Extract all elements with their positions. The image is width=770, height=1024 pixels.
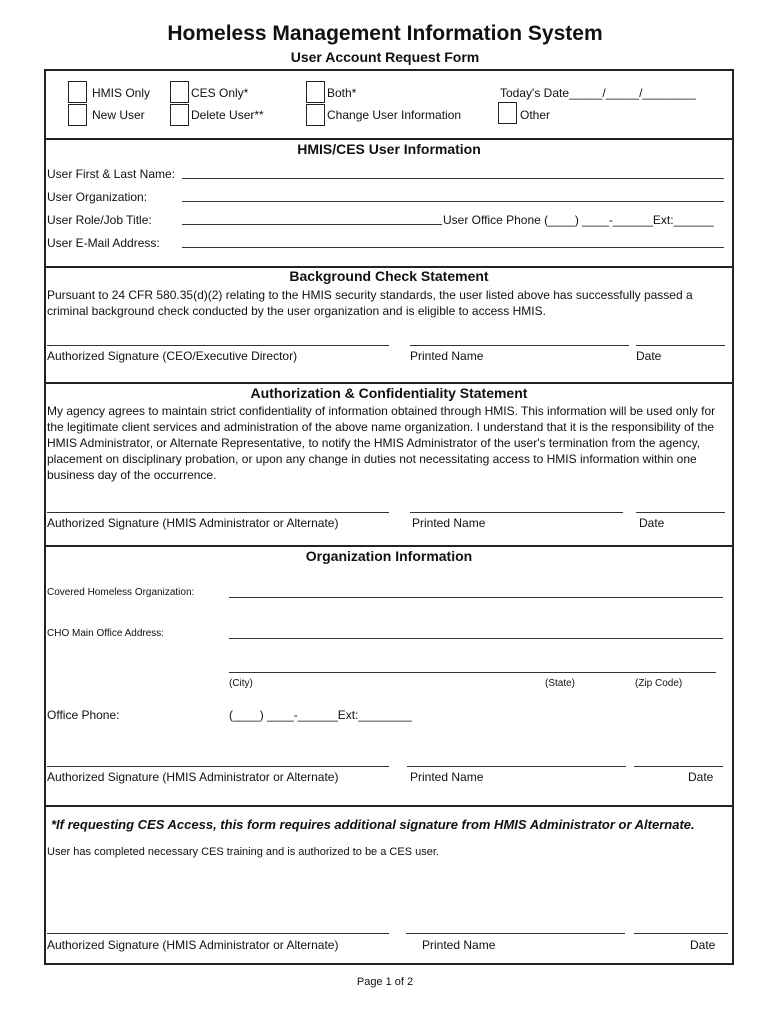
signature-line[interactable] — [47, 766, 389, 767]
signature-label: Authorized Signature (HMIS Administrator or Alternate) — [47, 516, 339, 530]
other-checkbox[interactable] — [498, 102, 517, 124]
organization-heading: Organization Information — [305, 548, 473, 564]
divider — [44, 545, 734, 547]
user-info-heading: HMIS/CES User Information — [297, 141, 481, 157]
office-phone-input[interactable]: (____) ____-______Ext:________ — [229, 708, 412, 722]
hmis-only-checkbox[interactable] — [68, 81, 87, 103]
printed-name-label: Printed Name — [410, 349, 484, 363]
signature-label: Authorized Signature (HMIS Administrator or Alternate) — [47, 770, 339, 784]
divider — [44, 805, 734, 807]
todays-date-field[interactable]: Today's Date_____/_____/________ — [500, 86, 696, 100]
email-input[interactable] — [182, 247, 724, 248]
both-checkbox[interactable] — [306, 81, 325, 103]
date-label: Date — [690, 938, 716, 952]
page-subtitle: User Account Request Form — [290, 49, 480, 65]
new-user-checkbox[interactable] — [68, 104, 87, 126]
background-check-text: Pursuant to 24 CFR 580.35(d)(2) relating to the HMIS security standards, the user listed above has successfully passed a criminal background check conducted by the user organization and is eligible to access HMIS. — [47, 288, 693, 318]
change-user-info-checkbox[interactable] — [306, 104, 325, 126]
main-office-input[interactable] — [229, 638, 723, 639]
zip-label: (Zip Code) — [635, 678, 683, 689]
new-user-label: New User — [92, 108, 145, 122]
ces-only-label: CES Only* — [191, 86, 249, 100]
printed-name-line[interactable] — [407, 766, 626, 767]
date-line[interactable] — [634, 766, 723, 767]
printed-name-line[interactable] — [410, 345, 629, 346]
ces-only-checkbox[interactable] — [170, 81, 189, 103]
delete-user-label: Delete User** — [191, 108, 264, 122]
first-last-name-input[interactable] — [182, 178, 724, 179]
role-title-label: User Role/Job Title: — [47, 213, 152, 227]
signature-line[interactable] — [47, 933, 389, 934]
both-label: Both* — [327, 86, 357, 100]
signature-label: Authorized Signature (CEO/Executive Director) — [47, 349, 298, 363]
divider — [44, 138, 734, 140]
other-label: Other — [520, 108, 551, 122]
organization-input[interactable] — [182, 201, 724, 202]
city-label: (City) — [229, 678, 253, 689]
date-line[interactable] — [634, 933, 728, 934]
printed-name-line[interactable] — [406, 933, 625, 934]
printed-name-line[interactable] — [410, 512, 623, 513]
printed-name-label: Printed Name — [412, 516, 486, 530]
page-number: Page 1 of 2 — [356, 976, 414, 988]
date-label: Date — [639, 516, 665, 530]
office-phone-label: Office Phone: — [47, 708, 120, 722]
ces-statement: User has completed necessary CES training and is authorized to be a CES user. — [47, 846, 439, 858]
authorization-heading: Authorization & Confidentiality Statement — [250, 385, 528, 401]
delete-user-checkbox[interactable] — [170, 104, 189, 126]
change-user-info-label: Change User Information — [327, 108, 462, 122]
date-label: Date — [636, 349, 662, 363]
signature-label: Authorized Signature (HMIS Administrator or Alternate) — [47, 938, 339, 952]
state-label: (State) — [545, 678, 576, 689]
email-label: User E-Mail Address: — [47, 236, 160, 250]
hmis-only-label: HMIS Only — [92, 86, 151, 100]
first-last-name-label: User First & Last Name: — [47, 167, 176, 181]
covered-org-label: Covered Homeless Organization: — [47, 587, 195, 598]
main-office-label: CHO Main Office Address: — [47, 628, 165, 639]
city-state-zip-input[interactable] — [229, 672, 716, 673]
printed-name-label: Printed Name — [410, 770, 484, 784]
office-phone-field[interactable]: User Office Phone (____) ____-______Ext:______ — [443, 213, 714, 227]
date-line[interactable] — [636, 512, 725, 513]
page-title: Homeless Management Information System — [167, 22, 603, 45]
date-line[interactable] — [636, 345, 725, 346]
signature-line[interactable] — [47, 345, 389, 346]
divider — [44, 382, 734, 384]
role-title-input[interactable] — [182, 224, 442, 225]
covered-org-input[interactable] — [229, 597, 723, 598]
organization-label: User Organization: — [47, 190, 148, 204]
authorization-text: My agency agrees to maintain strict confidentiality of information obtained through HMIS. This information will be used only for the legitimate client services and administration of the above name organization. I understand that it is the responsibility of the HMIS Administrator, or Alternate Representative, to notify the HMIS Administrator of the user's termination from the agency, placement on disciplinary probation, or upon any change in duties not necessitating access to HMIS information within one business day of the occurrence. — [47, 404, 716, 482]
date-label: Date — [688, 770, 714, 784]
signature-line[interactable] — [47, 512, 389, 513]
ces-note: *If requesting CES Access, this form requires additional signature from HMIS Administrator or Alternate. — [51, 817, 695, 832]
background-check-heading: Background Check Statement — [289, 268, 489, 284]
printed-name-label: Printed Name — [422, 938, 496, 952]
